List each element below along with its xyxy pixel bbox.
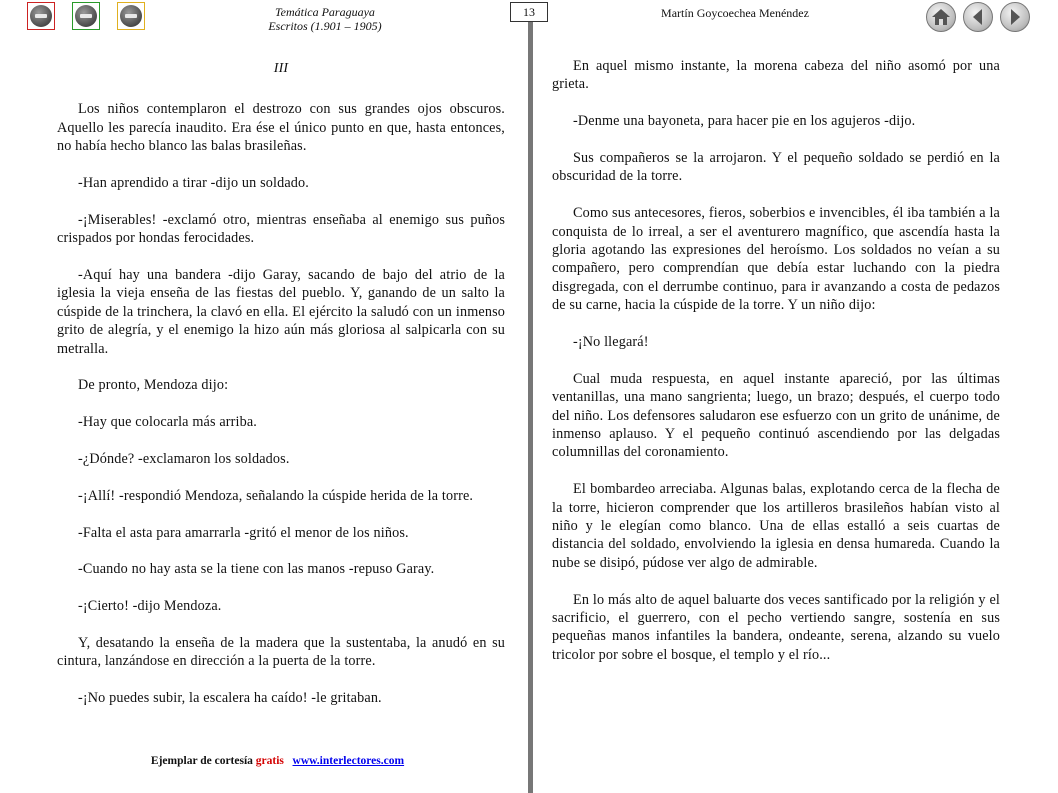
paragraph: -¡No llegará! xyxy=(573,334,649,351)
paragraph: Como sus antecesores, fieros, soberbios e invencibles, él iba también a la conquista de lo irreal, a ser el aventurero magnífico, que ascendía hasta la gloria agotando las expresiones del heroísmo. Los soldados no veían a su compañero, pero comprendían que debía estar luchando con la piedra disgregada, con el derrumbe continuo, para ir avanzando a costa de pedazos de su carne, hacia la cúspide de la torre. Y un niño dijo: xyxy=(552,205,1000,314)
arrow-right-icon xyxy=(1001,3,1029,31)
paragraph: En lo más alto de aquel baluarte dos veces santificado por la religión y el sacrificio, el guerrero, con el pecho vertiendo sangre, sostenía en sus pequeñas manos infantiles la bandera, ondeante, serena, alzando su vuelo tricolor por sobre el bosque, el templo y el río... xyxy=(552,591,1000,663)
home-button[interactable] xyxy=(926,2,956,32)
minimize-button-yellow[interactable] xyxy=(117,2,145,30)
home-icon xyxy=(927,3,955,31)
chapter-heading: III xyxy=(273,61,289,76)
paragraph: -Cuando no hay asta se la tiene con las manos -repuso Garay. xyxy=(78,561,435,578)
minimize-button-green[interactable] xyxy=(72,2,100,30)
footer-highlight: gratis xyxy=(255,755,284,767)
paragraph: -Aquí hay una bandera -dijo Garay, sacando de bajo del atrio de la iglesia la vieja enseña de las fiestas del pueblo. Y, ganando de un salto la cúspide de la trinchera, la clavó en ella. El ejército la saludó con un inmenso grito de alegría, y el enemigo la hizo aún más gloriosa al salpicarla con su metralla. xyxy=(57,267,505,357)
book-title: Temática Paraguaya xyxy=(275,5,375,19)
paragraph: El bombardeo arreciaba. Algunas balas, explotando cerca de la flecha de la torre, hicieron comprender que los artilleros brasileños habían visto al niño y le elegían como blanco. Una de ellas estalló a seis cuartas de distancia del soldado, envolviendo la iglesia en densa humareda. Cuando la nube se disipó, púdose ver algo de admirable. xyxy=(552,481,1000,571)
footer-prefix: Ejemplar de cortesía xyxy=(150,755,253,767)
paragraph: En aquel mismo instante, la morena cabeza del niño asomó por una grieta. xyxy=(552,58,1000,93)
paragraph: -Han aprendido a tirar -dijo un soldado. xyxy=(78,175,309,192)
paragraph: Los niños contemplaron el destrozo con sus grandes ojos obscuros. Aquello les parecía inaudito. Era ése el único punto en que, hasta entonces, no había hecho blanco las balas brasileñas. xyxy=(57,101,505,155)
minimize-button-red[interactable] xyxy=(27,2,55,30)
paragraph: -¡Allí! -respondió Mendoza, señalando la cúspide herida de la torre. xyxy=(78,487,474,504)
paragraph: -Denme una bayoneta, para hacer pie en los agujeros -dijo. xyxy=(573,113,916,130)
paragraph: -¡Cierto! -dijo Mendoza. xyxy=(78,598,222,615)
paragraph: Y, desatando la enseña de la madera que la sustentaba, la anudó en su cintura, lanzándose en dirección a la puerta de la torre. xyxy=(57,635,505,670)
book-title-block xyxy=(240,5,410,33)
left-text-column xyxy=(57,60,505,726)
paragraph: -Falta el asta para amarrarla -gritó el menor de los niños. xyxy=(78,524,409,541)
page-number: 13 xyxy=(510,2,548,22)
column-divider xyxy=(528,22,533,793)
paragraph: -¡Miserables! -exclamó otro, mientras enseñaba al enemigo sus puños crispados por hondas ferocidades. xyxy=(57,211,505,247)
paragraph: Sus compañeros se la arrojaron. Y el pequeño soldado se perdió en la obscuridad de la torre. xyxy=(552,150,1000,185)
paragraph: De pronto, Mendoza dijo: xyxy=(78,377,229,394)
right-text-column xyxy=(552,57,1000,683)
next-page-button[interactable] xyxy=(1000,2,1030,32)
arrow-left-icon xyxy=(964,3,992,31)
paragraph: -¿Dónde? -exclamaron los soldados. xyxy=(78,451,290,468)
paragraph: -Hay que colocarla más arriba. xyxy=(78,414,257,431)
previous-page-button[interactable] xyxy=(963,2,993,32)
paragraph: Cual muda respuesta, en aquel instante apareció, por las últimas ventanillas, una mano sangrienta; luego, un brazo; después, el cuerpo todo del niño. Los defensores saludaron ese esfuerzo con un grito de unánime, de inmenso aplauso. Y el pequeño continuó ascendiendo por las delgadas columnillas del coronamiento. xyxy=(552,370,1000,461)
footer-website-link[interactable]: www.interlectores.com xyxy=(292,755,405,767)
author-name: Martín Goycoechea Menéndez xyxy=(661,6,809,20)
book-subtitle: Escritos (1.901 – 1905) xyxy=(268,19,382,33)
footer-credit xyxy=(0,755,555,767)
paragraph: -¡No puedes subir, la escalera ha caído! -le gritaban. xyxy=(78,690,382,707)
